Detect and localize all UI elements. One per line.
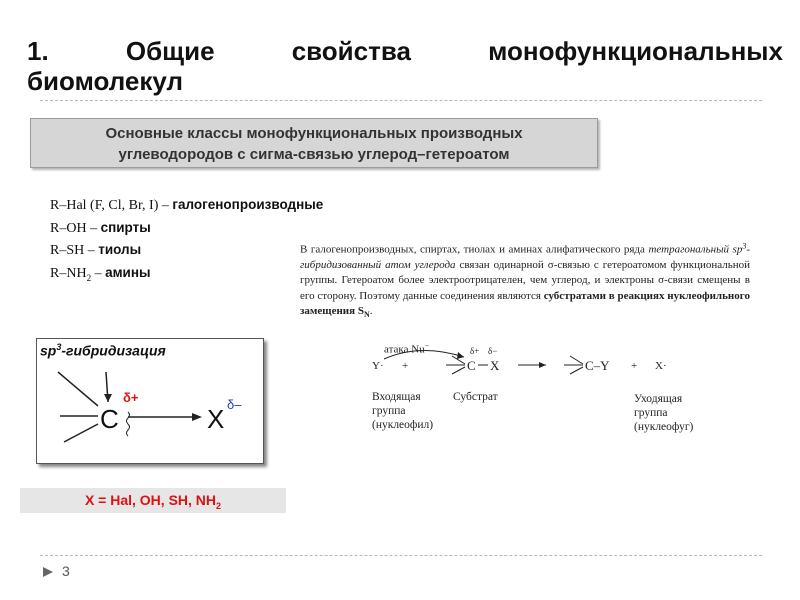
sp3-delta-plus: δ+ <box>123 390 139 405</box>
title-word: Общие <box>125 36 215 66</box>
plus-sign: + <box>402 360 409 372</box>
play-arrow-icon <box>42 566 54 578</box>
carbon-atom: C <box>467 358 476 373</box>
banner-line2: углеводородов с сигма-связью углерод–гетероатом <box>118 146 510 163</box>
delta-plus: δ+ <box>470 346 480 356</box>
bottom-divider <box>40 555 762 556</box>
class-formula: R–OH <box>50 220 87 236</box>
title-word: свойства <box>291 36 411 66</box>
para-italic: тетрагональный sp <box>648 243 743 256</box>
class-name: галогенопроизводные <box>172 197 324 212</box>
para-text: связан одинарной σ-связью с гетероатомом функциональной группы. Гетероатом более электроотрицателен, чем углерод, и электроны σ-связи смещены в его сторону. Поэтому данные соединения являются <box>300 259 750 302</box>
sp3-title: $sp^3$-гибридизация <box>40 342 166 359</box>
class-name: спирты <box>100 219 151 235</box>
delta-minus: δ− <box>488 346 498 356</box>
sp3-delta-minus: δ– <box>227 397 242 412</box>
description-paragraph <box>300 238 750 323</box>
leaving-atom: X <box>490 358 500 373</box>
title-word: 1. <box>27 36 49 66</box>
top-divider <box>40 100 762 101</box>
para-italic: -гибридизованный атом углерода <box>300 243 750 272</box>
product-cy: C–Y <box>585 358 610 373</box>
x-dot: X· <box>655 360 667 372</box>
classes-banner <box>30 118 598 168</box>
classes-list <box>50 194 323 289</box>
sp3-x: X <box>207 404 225 434</box>
title-line2: биомолекул <box>27 66 183 96</box>
class-name: тиолы <box>98 242 142 257</box>
class-dash: – <box>84 243 99 258</box>
class-item-halides <box>50 194 323 217</box>
page-title <box>27 36 783 96</box>
banner-line1: Основные классы монофункциональных производных <box>105 125 523 142</box>
para-bold-sub: N <box>363 310 370 320</box>
class-formula: R–Hal (F, Cl, Br, I) <box>50 198 159 213</box>
class-formula-sub: 2 <box>86 272 92 283</box>
title-word: монофункциональных <box>488 36 783 66</box>
attack-label: атака Nu− <box>384 341 430 356</box>
para-bold: субстратами в реакциях нуклеофильного замещения S <box>300 289 750 318</box>
y-dot: Y· <box>372 360 384 372</box>
leaving-group-label: Уходящая группа (нуклеофуг) <box>634 393 694 433</box>
class-dash: – <box>86 220 101 236</box>
class-name: амины <box>105 264 151 280</box>
page-number: 3 <box>62 563 70 579</box>
sp3-carbon: C <box>100 404 119 434</box>
class-formula: R–NH <box>50 265 87 281</box>
class-formula: R–SH <box>50 243 85 258</box>
class-item-thiols <box>50 239 323 262</box>
para-text: В галогенопроизводных, спиртах, тиолах и аминах алифатического ряда <box>300 243 649 256</box>
class-dash: – <box>91 265 106 281</box>
para-italic-sup: 3 <box>742 241 747 250</box>
incoming-group-label: Входящая группа (нуклеофил) <box>372 391 434 431</box>
x-definition: X = Hal, OH, SH, $NH_2$ <box>20 488 286 513</box>
substrate-label: Субстрат <box>453 391 498 403</box>
class-item-alcohols <box>50 217 323 240</box>
para-text: . <box>369 305 373 318</box>
class-dash: – <box>158 198 173 213</box>
class-item-amines <box>50 262 323 289</box>
plus-sign: + <box>631 360 638 372</box>
